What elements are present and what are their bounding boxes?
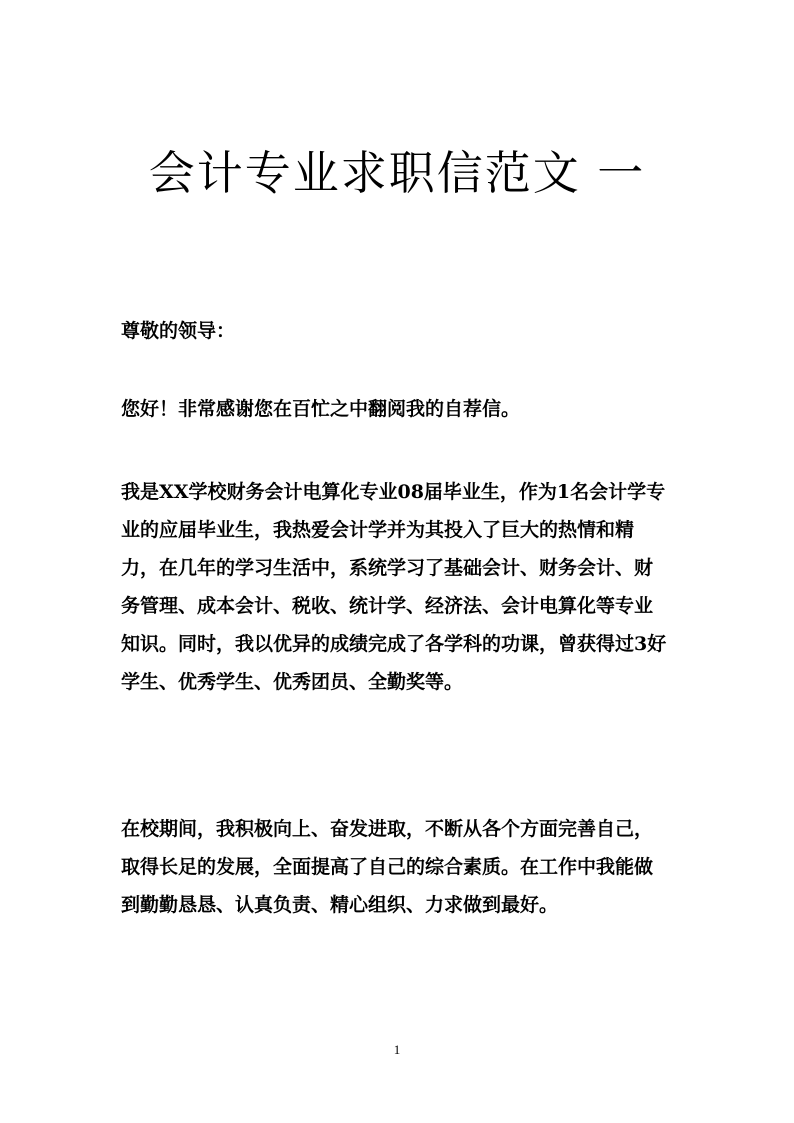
document-title: 会计专业求职信范文 一 xyxy=(148,146,646,200)
paragraph-education: 我是XX学校财务会计电算化专业08届毕业生，作为1名会计学专业的应届毕业生，我热爱会计学并为其投入了巨大的热情和精力，在几年的学习生活中，系统学习了基础会计、财务会计、财务管理、成本会计、税收、统计学、经济法、会计电算化等专业知识。同时，我以优异的成绩完成了各学科的功课，曾获得过3好学生、优秀学生、优秀团员、全勤奖等。 xyxy=(121,481,667,693)
page-number: 1 xyxy=(393,1042,401,1057)
salutation: 尊敬的领导： xyxy=(121,320,236,342)
paragraph-campus: 在校期间，我积极向上、奋发进取，不断从各个方面完善自己，取得长足的发展，全面提高了自己的综合素质。在工作中我能做到勤勤恳恳、认真负责、精心组织、力求做到最好。 xyxy=(121,818,654,916)
greeting: 您好！非常感谢您在百忙之中翻阅我的自荐信。 xyxy=(121,398,521,420)
